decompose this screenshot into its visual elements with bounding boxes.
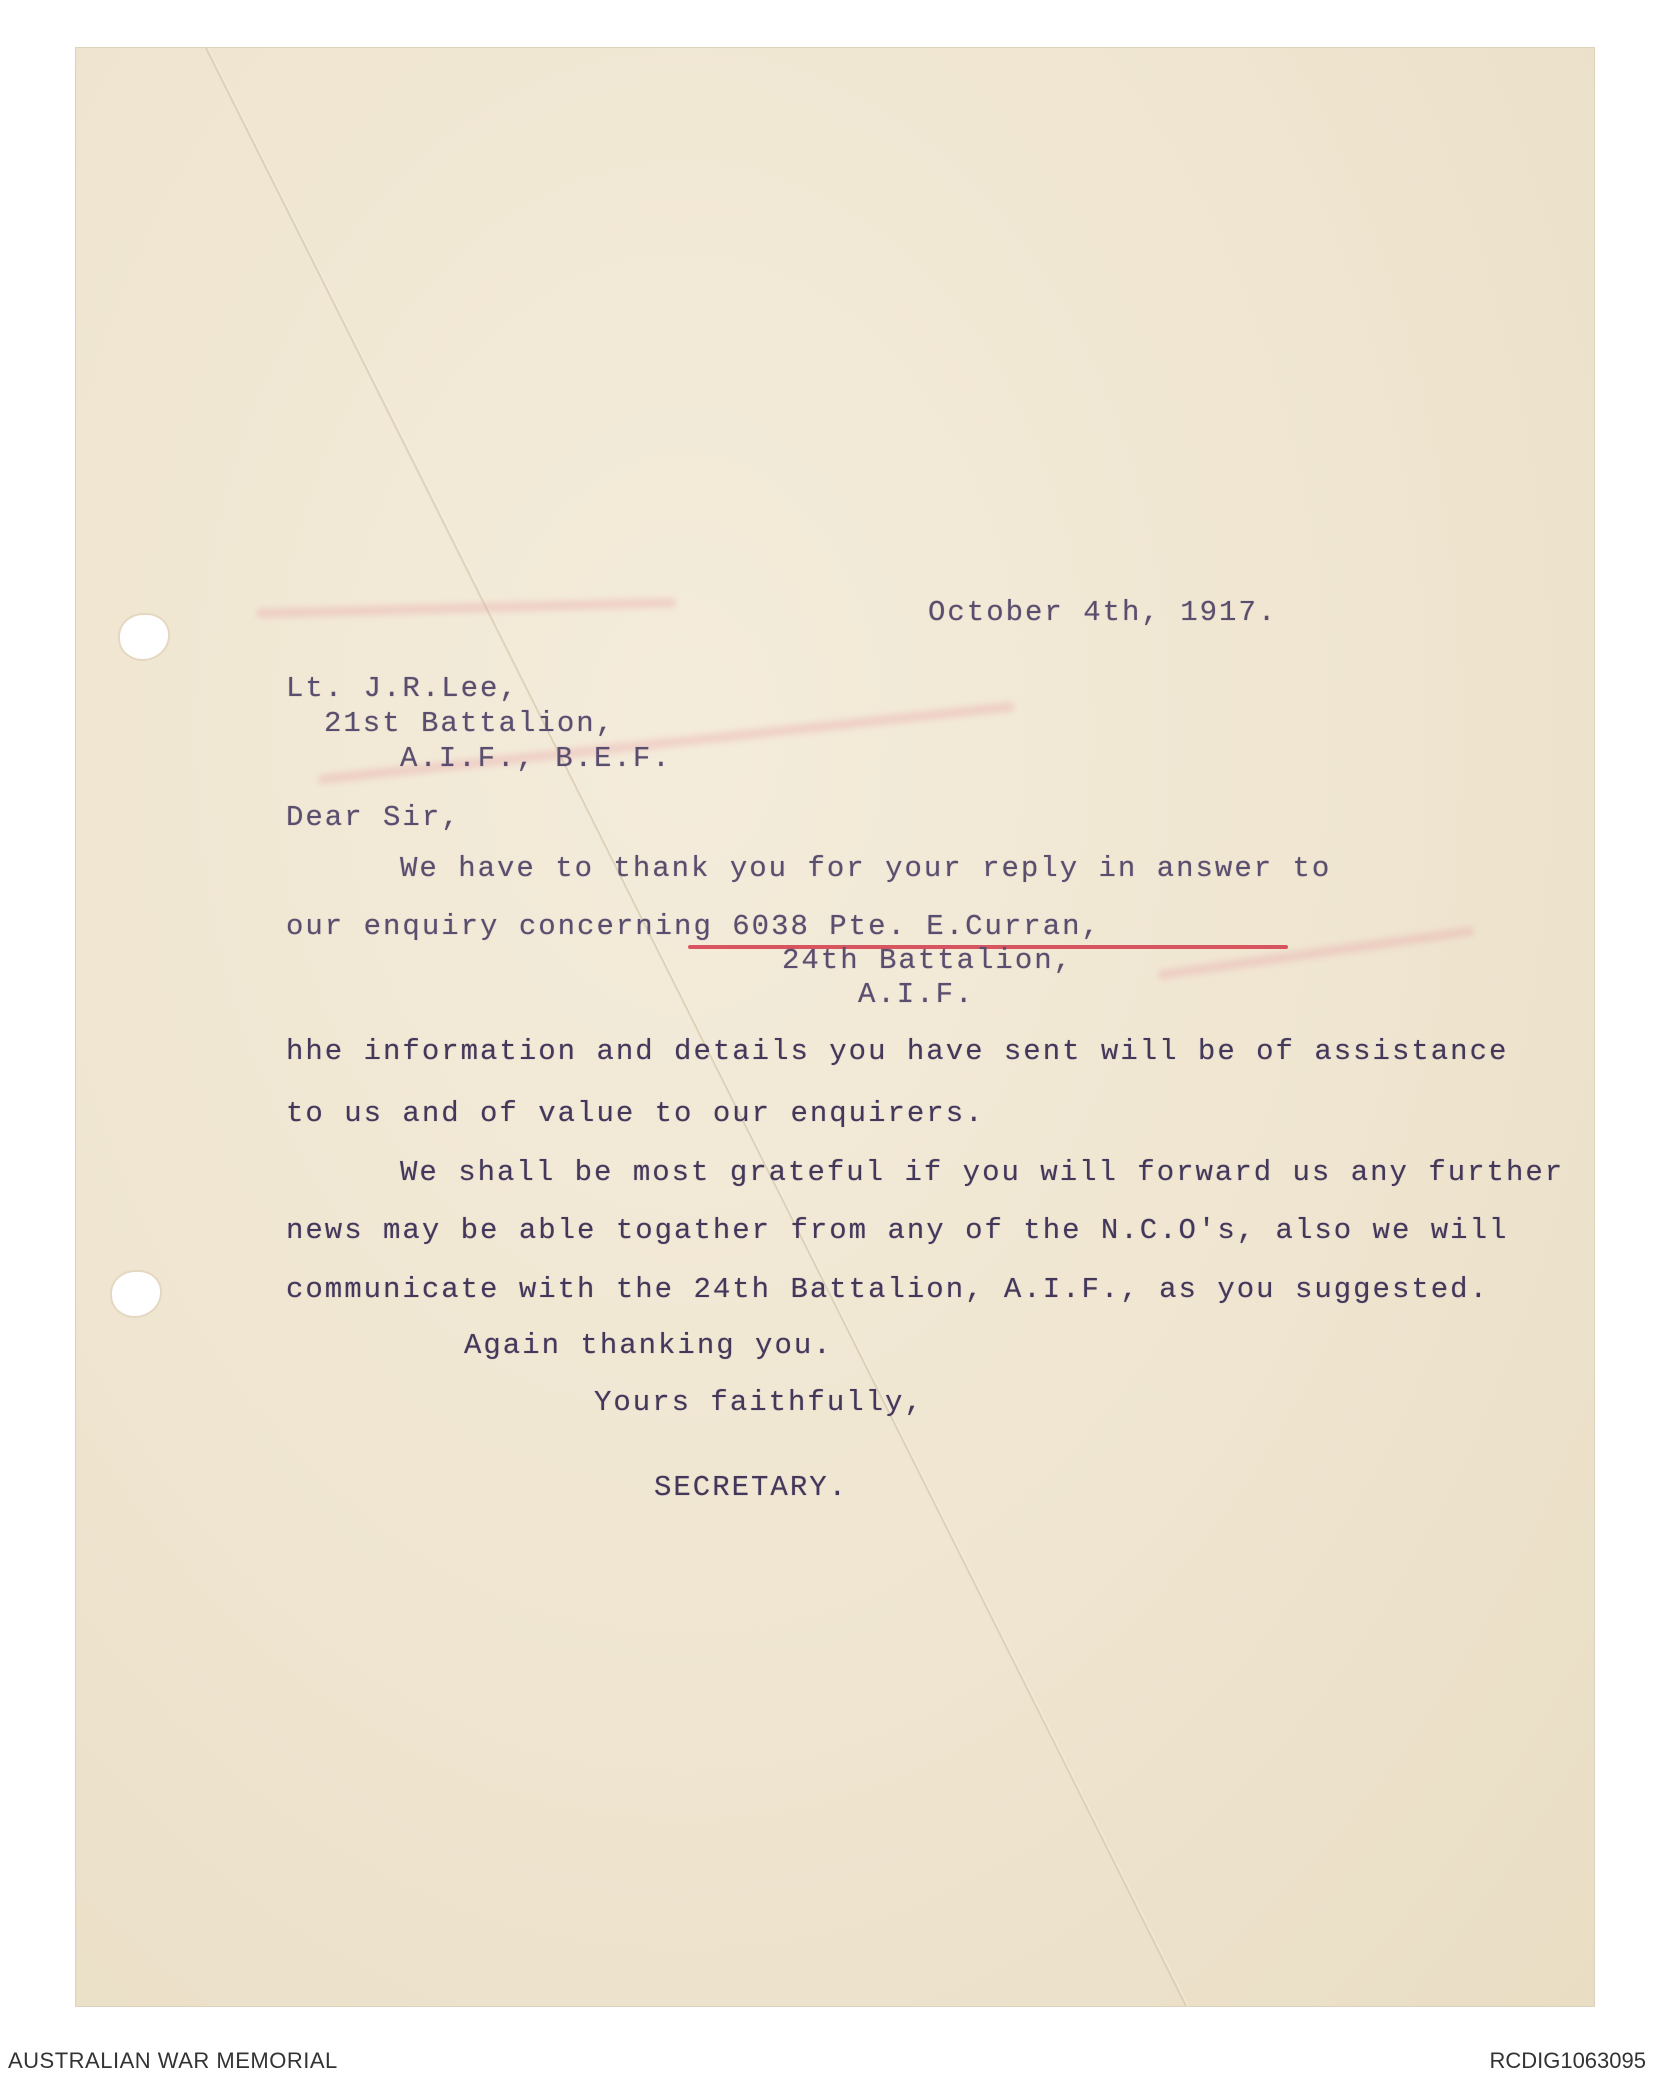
body-line: hhe information and details you have sent will be of assistance	[286, 1035, 1509, 1068]
letter-sheet	[76, 48, 1594, 2006]
red-pencil-streak	[256, 598, 676, 619]
body-line: to us and of value to our enquirers.	[286, 1097, 985, 1130]
archive-id: RCDIG1063095	[1489, 2048, 1646, 2073]
closing: Yours faithfully,	[594, 1386, 924, 1419]
body-line: We shall be most grateful if you will forward us any further	[400, 1156, 1565, 1189]
body-line: our enquiry concerning 6038 Pte. E.Curran,	[286, 910, 1101, 943]
body-line: We have to thank you for your reply in answer to	[400, 852, 1332, 885]
punch-hole	[112, 1272, 160, 1316]
recipient-name: Lt. J.R.Lee,	[286, 672, 519, 705]
body-line: communicate with the 24th Battalion, A.I.F., as you suggested.	[286, 1273, 1489, 1306]
body-line: news may be able togather from any of the N.C.O's, also we will	[286, 1214, 1509, 1247]
letter-date: October 4th, 1917.	[928, 596, 1278, 629]
archive-credit: AUSTRALIAN WAR MEMORIAL	[8, 2048, 338, 2073]
paper-fold-line	[76, 48, 1594, 2006]
body-line: A.I.F.	[858, 978, 975, 1011]
recipient-unit: 21st Battalion,	[324, 707, 616, 740]
punch-hole	[120, 615, 168, 659]
red-pencil-streak	[1157, 926, 1475, 980]
recipient-force: A.I.F., B.E.F.	[400, 742, 672, 775]
salutation: Dear Sir,	[286, 801, 461, 834]
body-line: 24th Battalion,	[782, 944, 1074, 977]
signature: SECRETARY.	[654, 1471, 849, 1504]
body-line: Again thanking you.	[464, 1329, 833, 1362]
